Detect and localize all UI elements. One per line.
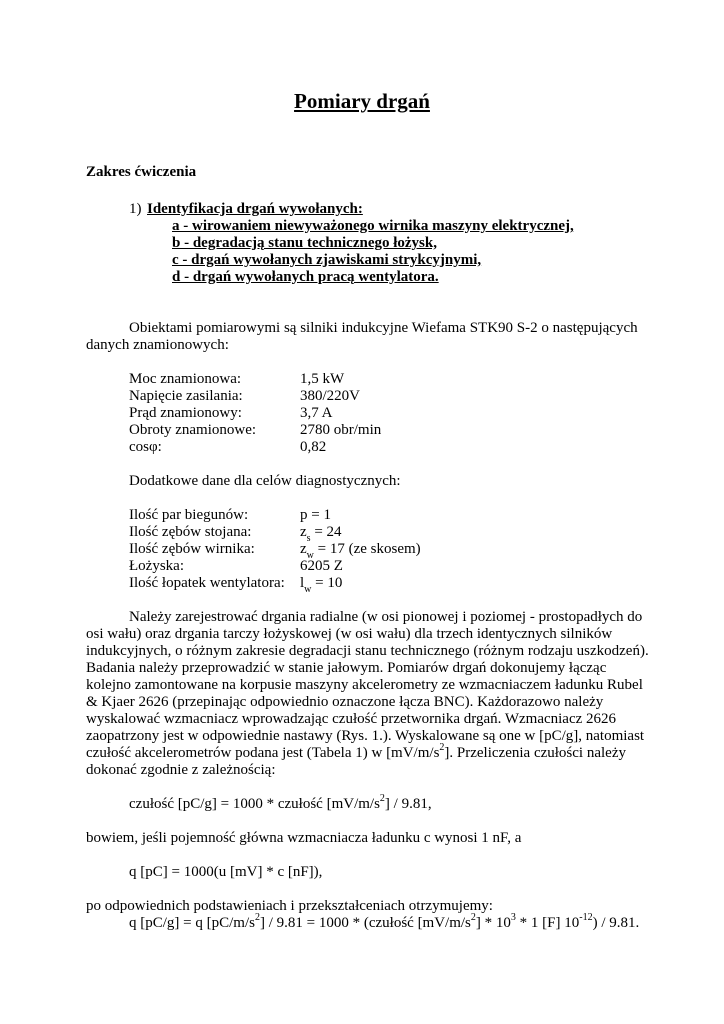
- rated-value: 380/220V: [300, 388, 360, 404]
- body-line: Badania należy przeprowadzić w stanie jałowym. Pomiarów drgań dokonujemy łącząc: [86, 660, 607, 676]
- body-line: indukcyjnych, o różnym zakresie degradacji stanu technicznego (różnym rodzaju uszkodzeń).: [86, 643, 649, 659]
- text-because: bowiem, jeśli pojemność główna wzmacniacza ładunku c wynosi 1 nF, a: [86, 830, 522, 846]
- intro-line-2: danych znamionowych:: [86, 337, 229, 353]
- formula-charge: q [pC] = 1000(u [mV] * c [nF]),: [129, 864, 323, 880]
- rated-label: Prąd znamionowy:: [129, 405, 242, 421]
- rated-label: Moc znamionowa:: [129, 371, 242, 387]
- diag-value: $z_s = 24$: [300, 524, 342, 544]
- body-line: & Kjaer 2626 (przepinając odpowiednio oznaczone łącza BNC). Każdorazowo należy: [86, 694, 604, 710]
- diag-label: Ilość łopatek wentylatora:: [129, 575, 285, 591]
- diag-value: 6205 Z: [300, 558, 343, 574]
- page-title: Pomiary drgań: [294, 89, 430, 113]
- section-heading: Zakres ćwiczenia: [86, 164, 197, 180]
- list-number: 1): [129, 201, 142, 217]
- body-line: osi wału) oraz drgania tarczy łożyskowej (w osi wału) dla trzech identycznych silników: [86, 626, 613, 642]
- diag-label: Ilość zębów stojana:: [129, 524, 252, 540]
- body-line: kolejno zamontowane na korpusie maszyny akcelerometry ze wzmacniaczem ładunku Rubel: [86, 677, 643, 693]
- text-after: po odpowiednich podstawieniach i przekształceniach otrzymujemy:: [86, 898, 493, 914]
- rated-label: cosφ:: [129, 439, 162, 455]
- diag-value: $l_w = 10$: [300, 575, 343, 595]
- rated-value: 0,82: [300, 439, 327, 455]
- diag-label: Łożyska:: [129, 558, 184, 574]
- list-item-c: c - drgań wywołanych zjawiskami strykcyjnymi,: [172, 252, 482, 268]
- rated-label: Obroty znamionowe:: [129, 422, 257, 438]
- list-item-b: b - degradacją stanu technicznego łożysk,: [172, 235, 437, 251]
- diag-label: Ilość par biegunów:: [129, 507, 249, 523]
- formula-final: q [pC/g] = q $[pC/m/s^2] / 9.81 = 1000$ * (czułość $[mV/m/s^2] * 10^3 * 1$ [F] $10^{-12}) / 9.81$.: [129, 912, 640, 931]
- body-line: czułość akcelerometrów podana jest (Tabela 1) w $[mV/m/s^2]$. Przeliczenia czułości należy: [86, 742, 626, 761]
- body-line: wyskalować wzmacniacz wprowadzając czułość przetwornika drgań. Wzmacniacz 2626: [86, 711, 617, 727]
- list-item-a: a - wirowaniem niewyważonego wirnika maszyny elektrycznej,: [172, 218, 574, 234]
- body-line: Należy zarejestrować drgania radialne (w osi pionowej i poziomej - prostopadłych do: [129, 609, 643, 625]
- diag-heading: Dodatkowe dane dla celów diagnostycznych:: [129, 473, 401, 489]
- formula-sensitivity: czułość [pC/g] = 1000 * czułość $[mV/m/s^2] / 9.81$,: [129, 793, 432, 812]
- list-item-d: d - drgań wywołanych pracą wentylatora.: [172, 269, 439, 285]
- diag-value: $z_w = 17$ (ze skosem): [300, 541, 421, 561]
- list-heading: Identyfikacja drgań wywołanych:: [147, 201, 363, 217]
- diag-label: Ilość zębów wirnika:: [129, 541, 255, 557]
- rated-label: Napięcie zasilania:: [129, 388, 243, 404]
- intro-line-1: Obiektami pomiarowymi są silniki indukcyjne Wiefama STK90 S-2 o następujących: [129, 320, 638, 336]
- body-line: dokonać zgodnie z zależnością:: [86, 762, 276, 778]
- rated-value: 3,7 A: [300, 405, 333, 421]
- diag-value: p = 1: [300, 507, 331, 523]
- body-line: zaopatrzony jest w odpowiednie nastawy (Rys. 1.). Wyskalowane są one w [pC/g], natomiast: [86, 728, 645, 744]
- rated-value: 2780 obr/min: [300, 422, 382, 438]
- rated-value: 1,5 kW: [300, 371, 345, 387]
